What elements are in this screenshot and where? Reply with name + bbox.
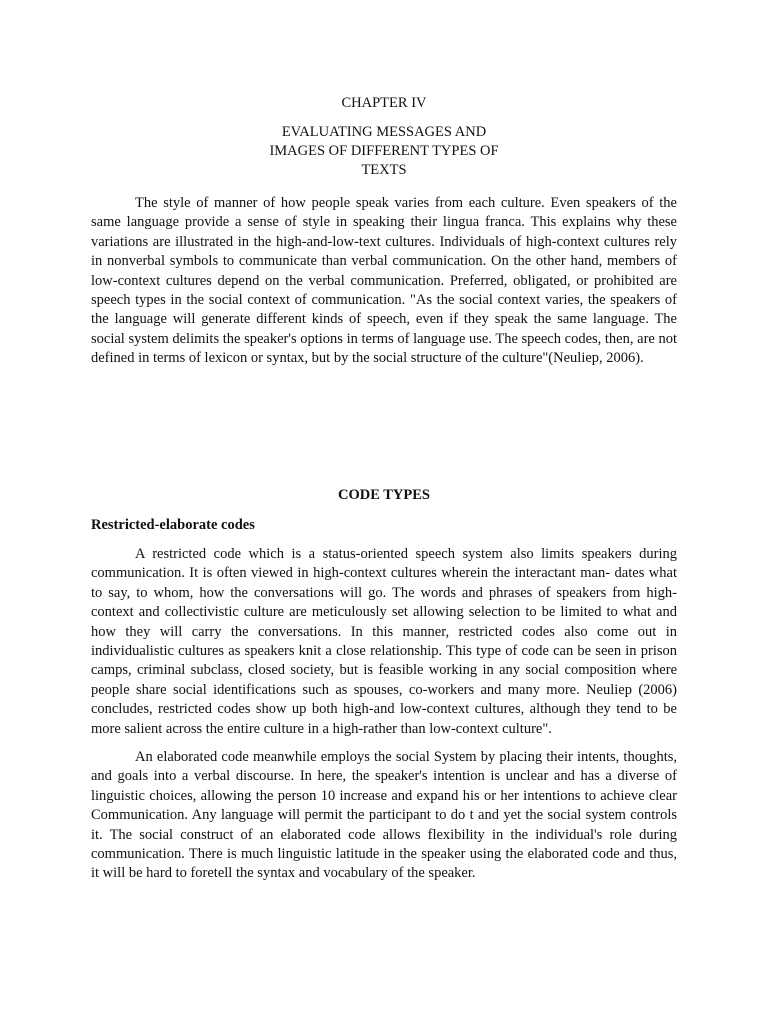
restricted-code-paragraph: A restricted code which is a status-oriented speech system also limits speakers during communication. It is often viewed in high-context cultures wherein the interactant man- dates what to say, to whom, how the conversations will go. The words and phrases of speakers from high-context and collectivistic culture are meticulously set allowing selection to be limited to what and how they will carry the conversations. In this manner, restricted codes also come out in individualistic cultures as speakers knit a close relationship. This type of code can be seen in prison camps, criminal subclass, closed society, but is feasible working in any social composition where people share social identifications such as spouses, co-workers and many more. Neuliep (2006) concludes, restricted codes show up both high-and low-context cultures, although they tend to be more salient across the entire culture in a high-rather than low-context culture". (91, 546, 677, 737)
chapter-title: EVALUATING MESSAGES AND IMAGES OF DIFFERENT TYPES OF TEXTS (269, 124, 499, 178)
elaborated-code-paragraph: An elaborated code meanwhile employs the social System by placing their intents, thoughts, and goals into a verbal discourse. In here, the speaker's intention is unclear and has a diverse of linguistic choices, allowing the person 10 increase and expand his or her intentions to achieve clear Communication. Any language will permit the participant to do t and yet the social system controls it. The social construct of an elaborated code allows flexibility in the individual's role during communication. There is much linguistic latitude in the speaker using the elaborated code and thus, it will be hard to foretell the syntax and vocabulary of the speaker. (91, 749, 677, 882)
subsection-heading: Restricted-elaborate codes (91, 517, 255, 533)
intro-paragraph: The style of manner of how people speak varies from each culture. Even speakers of the same language provide a sense of style in speaking their lingua franca. This explains why these variations are illustrated in the high-and-low-text cultures. Individuals of high-context cultures rely in nonverbal symbols to communicate than verbal communication. On the other hand, members of low-context cultures depend on the verbal communication. Preferred, obligated, or prohibited are speech types in the social context of communication. "As the social context varies, the speakers of the language will generate different kinds of speech, even if they speak the same language. The social system delimits the speaker's options in terms of language use. The speech codes, then, are not defined in terms of lexicon or syntax, but by the social structure of the culture"(Neuliep, 2006). (91, 195, 677, 367)
chapter-label: CHAPTER IV (341, 95, 427, 111)
section-heading: CODE TYPES (338, 487, 430, 503)
